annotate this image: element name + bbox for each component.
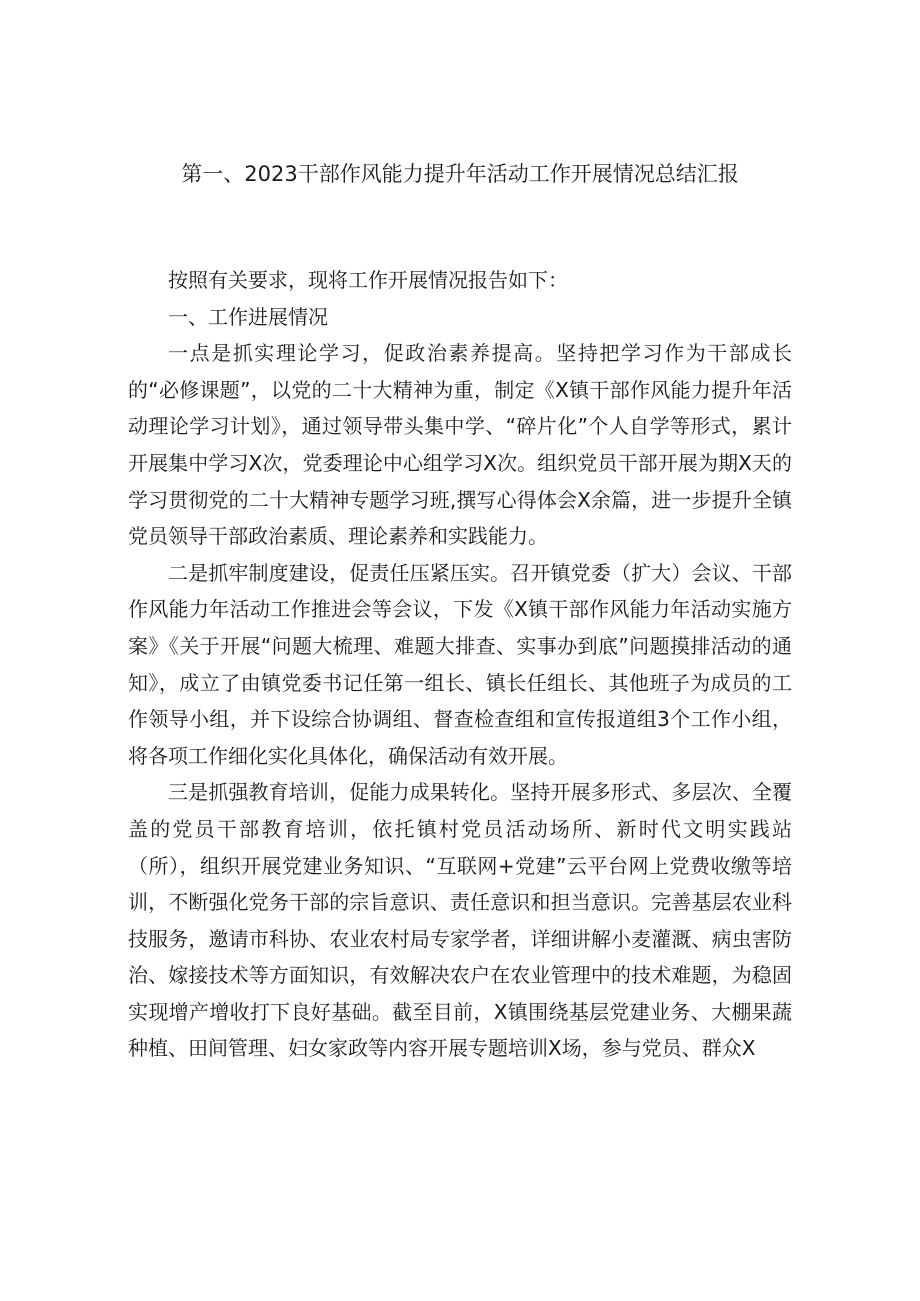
body-paragraph-1: 一点是抓实理论学习，促政治素养提高。坚持把学习作为干部成长的“必修课题”，以党的二十大精神为重，制定《X镇干部作风能力提升年活动理论学习计划》，通过领导带头集中学、“碎片化”个人自学等形式，累计开展集中学习X次，党委理论中心组学习X次。组织党员干部开展为期X天的学习贯彻党的二十大精神专题学习班,撰写心得体会X余篇，进一步提升全镇党员领导干部政治素质、理论素养和实践能力。 (128, 341, 792, 549)
document-body (128, 262, 792, 1067)
section-heading: 一、工作进展情况 (168, 304, 328, 329)
document-title: 第一、2023干部作风能力提升年活动工作开展情况总结汇报 (181, 162, 739, 186)
body-paragraph-2: 二是抓牢制度建设，促责任压紧压实。召开镇党委（扩大）会议、干部作风能力年活动工作推进会等会议，下发《X镇干部作风能力年活动实施方案》《关于开展“问题大梳理、难题大排查、实事办到底”问题摸排活动的通知》，成立了由镇党委书记任第一组长、镇长任组长、其他班子为成员的工作领导小组，并下设综合协调组、督查检查组和宣传报道组3个工作小组，将各项工作细化实化具体化，确保活动有效开展。 (128, 560, 792, 768)
intro-paragraph: 按照有关要求，现将工作开展情况报告如下： (168, 268, 568, 292)
body-paragraph-3: 三是抓强教育培训，促能力成果转化。坚持开展多形式、多层次、全覆盖的党员干部教育培训，依托镇村党员活动场所、新时代文明实践站（所），组织开展党建业务知识、“互联网+党建”云平台网上党费收缴等培训，不断强化党务干部的宗旨意识、责任意识和担当意识。完善基层农业科技服务，邀请市科协、农业农村局专家学者，详细讲解小麦灌溉、病虫害防治、嫁接技术等方面知识，有效解决农户在农业管理中的技术难题，为稳固实现增产增收打下良好基础。截至目前，X镇围绕基层党建业务、大棚果蔬种植、田间管理、妇女家政等内容开展专题培训X场，参与党员、群众X (128, 780, 792, 1061)
